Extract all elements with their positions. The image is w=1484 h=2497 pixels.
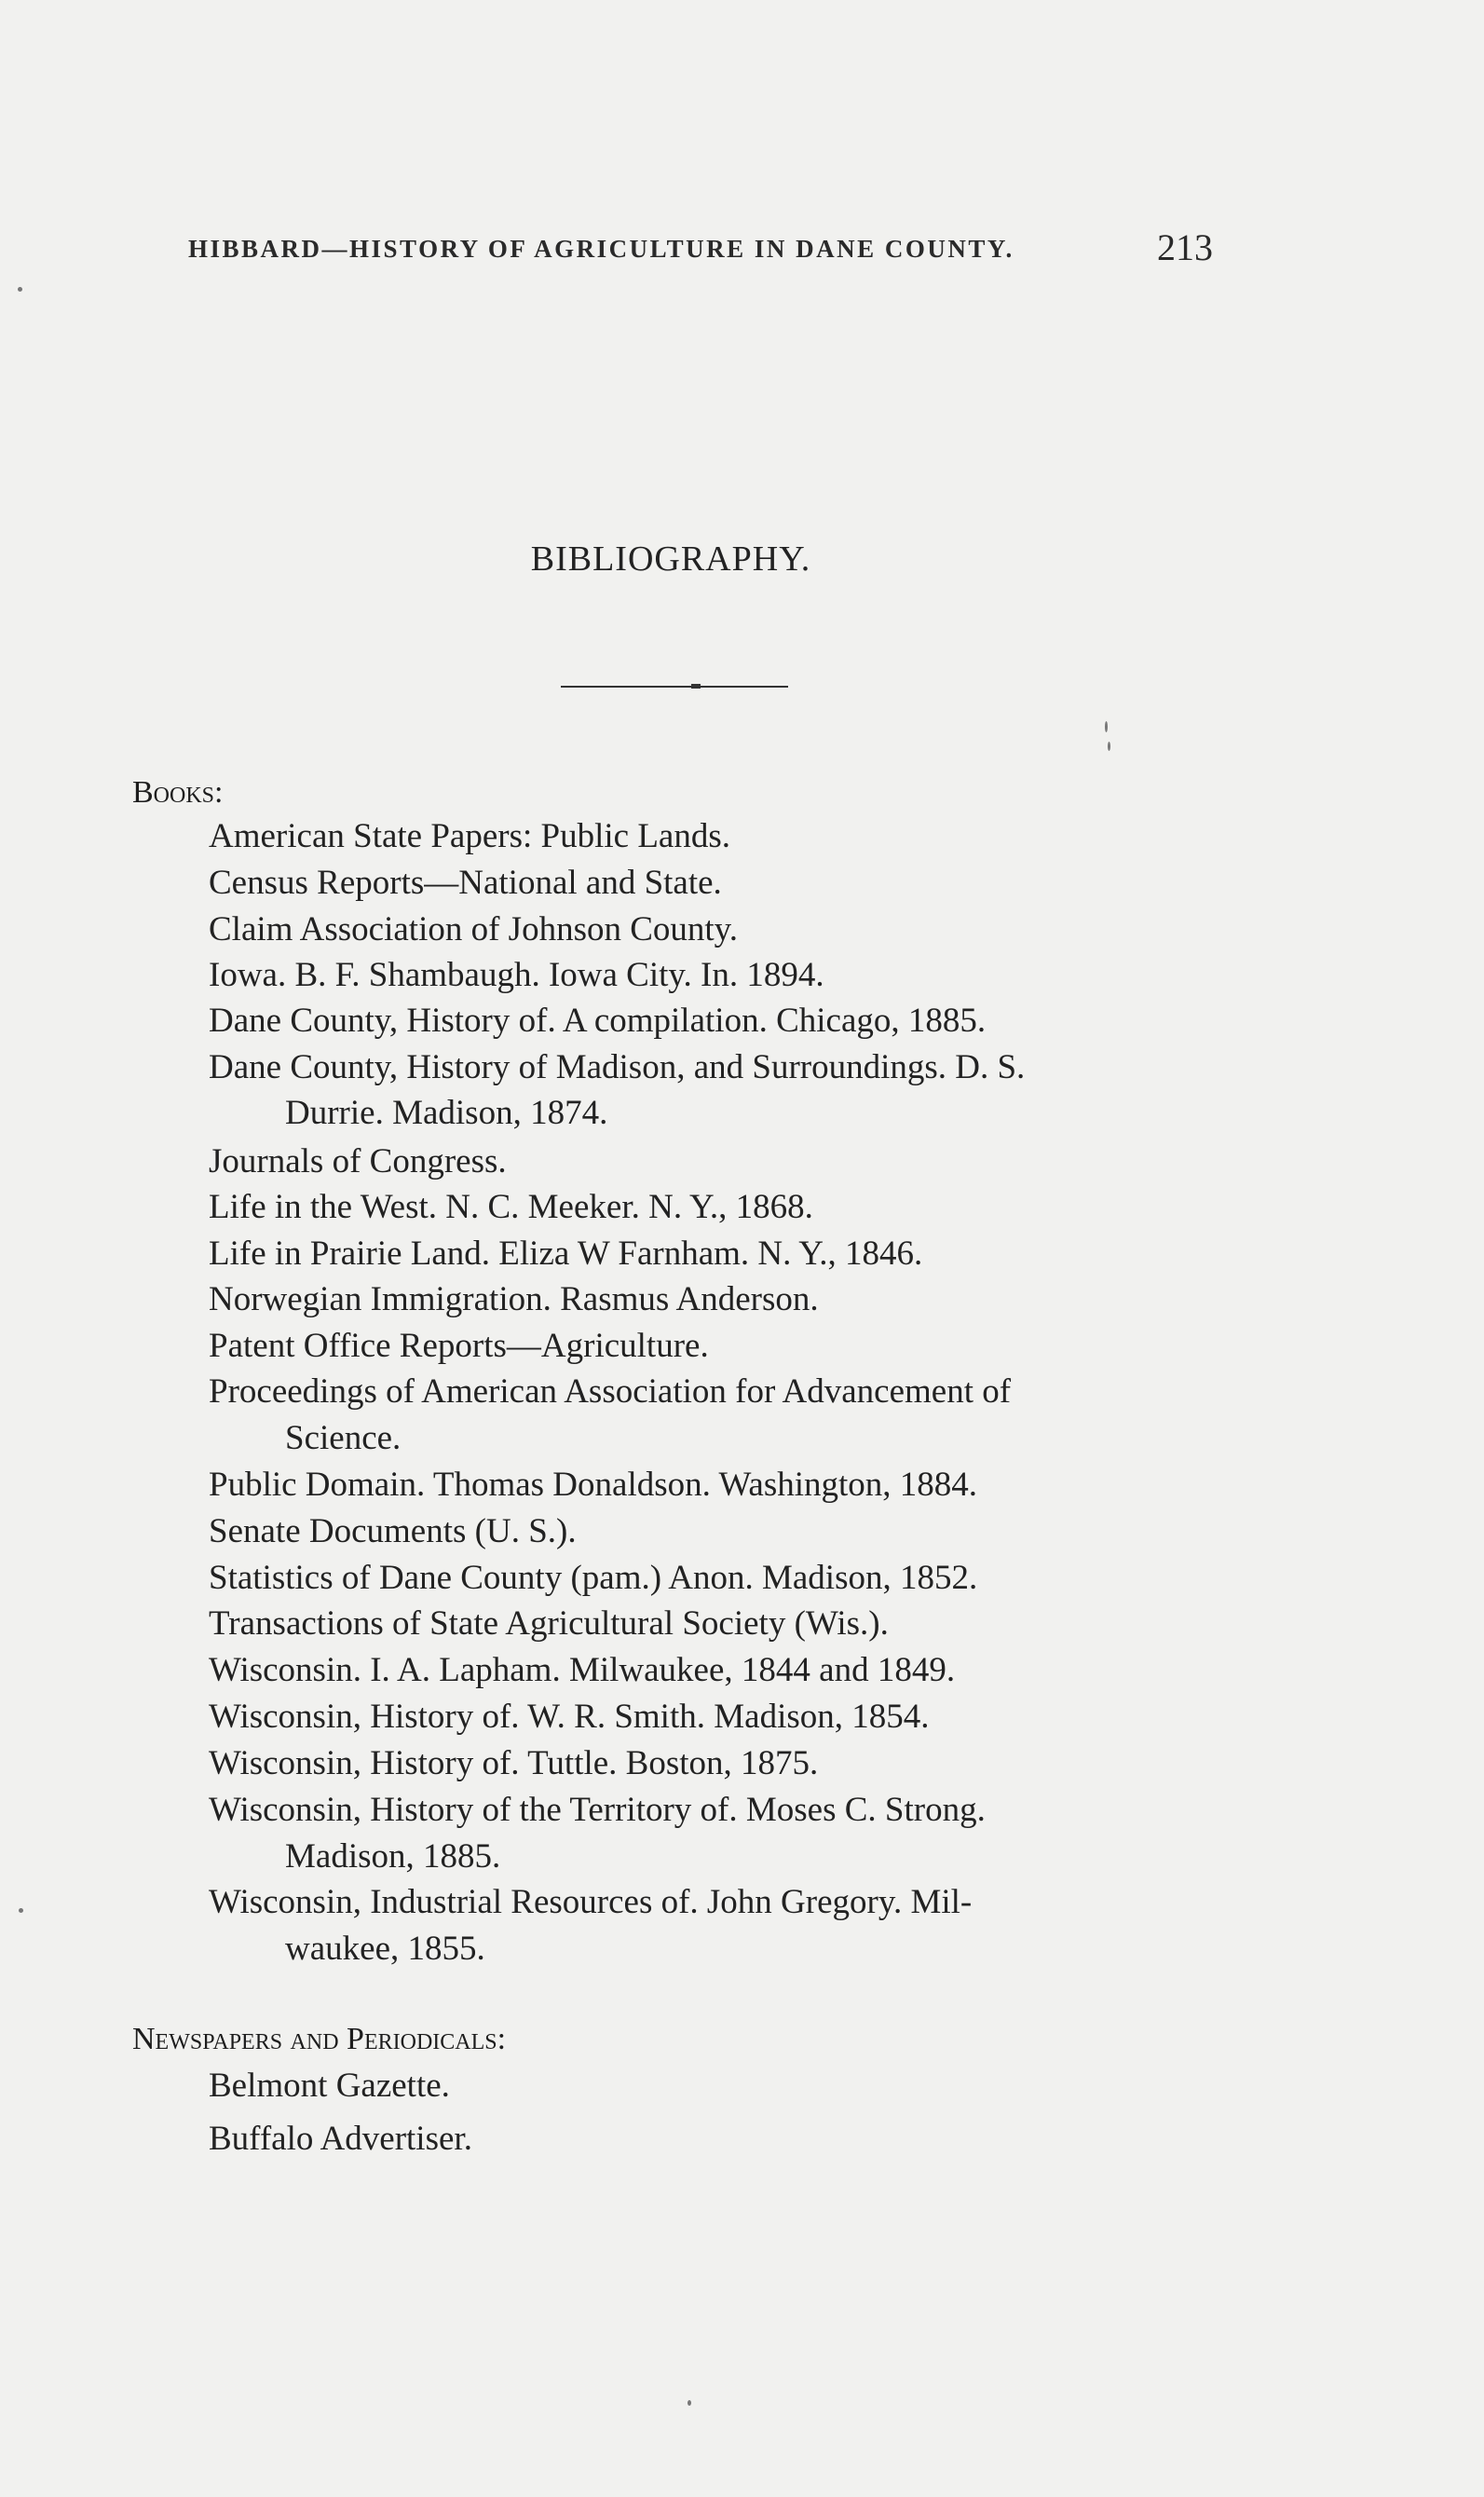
bibliography-entry: Public Domain. Thomas Donaldson. Washington, 1884.	[209, 1466, 978, 1504]
bibliography-entry: Transactions of State Agricultural Society (Wis.).	[209, 1604, 889, 1643]
running-head-title: HIBBARD—HISTORY OF AGRICULTURE IN DANE COUNTY.	[188, 235, 1014, 263]
newspapers-heading	[132, 2022, 506, 2057]
bibliography-entry-continuation: waukee, 1855.	[285, 1930, 485, 1968]
bibliography-entry: Iowa. B. F. Shambaugh. Iowa City. In. 1894.	[209, 956, 824, 994]
title-divider	[561, 686, 788, 688]
bibliography-entry: Wisconsin, History of the Territory of. Moses C. Strong.	[209, 1791, 986, 1829]
bibliography-entry: Senate Documents (U. S.).	[209, 1512, 577, 1550]
bibliography-entry: Wisconsin, Industrial Resources of. John Gregory. Mil-	[209, 1883, 973, 1921]
bibliography-entry: Wisconsin. I. A. Lapham. Milwaukee, 1844 and 1849.	[209, 1651, 956, 1689]
bibliography-entry: Norwegian Immigration. Rasmus Anderson.	[209, 1280, 819, 1318]
bibliography-entry: Wisconsin, History of. W. R. Smith. Madison, 1854.	[209, 1698, 930, 1736]
bibliography-entry: Dane County, History of Madison, and Surroundings. D. S.	[209, 1048, 1026, 1086]
bibliography-entry: Buffalo Advertiser.	[209, 2120, 472, 2158]
bibliography-entry: Dane County, History of. A compilation. Chicago, 1885.	[209, 1002, 987, 1040]
bibliography-entry-continuation: Madison, 1885.	[285, 1837, 501, 1876]
bibliography-entry: Belmont Gazette.	[209, 2067, 450, 2105]
paper-speck	[1108, 742, 1110, 751]
books-heading-label: Books:	[132, 775, 224, 810]
bibliography-entry: Proceedings of American Association for Advancement of	[209, 1372, 1012, 1411]
paper-speck	[19, 1908, 23, 1913]
bibliography-entry: Life in Prairie Land. Eliza W Farnham. N. Y., 1846.	[209, 1235, 923, 1273]
divider-ornament	[691, 684, 701, 689]
paper-speck	[1105, 721, 1108, 732]
page-number: 213	[1157, 226, 1213, 268]
bibliography-entry-continuation: Science.	[285, 1419, 402, 1457]
paper-speck	[18, 287, 22, 292]
bibliography-entry: Life in the West. N. C. Meeker. N. Y., 1868.	[209, 1188, 813, 1226]
bibliography-entry: Statistics of Dane County (pam.) Anon. Madison, 1852.	[209, 1559, 978, 1597]
bibliography-entry-continuation: Durrie. Madison, 1874.	[285, 1094, 608, 1132]
page-title: BIBLIOGRAPHY.	[530, 539, 811, 579]
books-heading	[132, 775, 223, 811]
paper-speck	[688, 2400, 691, 2406]
bibliography-entry: Census Reports—National and State.	[209, 864, 722, 902]
running-head	[188, 225, 1213, 272]
bibliography-entry: Journals of Congress.	[209, 1142, 507, 1180]
bibliography-entry: Patent Office Reports—Agriculture.	[209, 1327, 709, 1365]
bibliography-entry: Wisconsin, History of. Tuttle. Boston, 1875.	[209, 1744, 819, 1782]
newspapers-heading-label: Newspapers and Periodicals:	[132, 2022, 507, 2056]
bibliography-entry: American State Papers: Public Lands.	[209, 817, 731, 855]
bibliography-entry: Claim Association of Johnson County.	[209, 910, 739, 948]
